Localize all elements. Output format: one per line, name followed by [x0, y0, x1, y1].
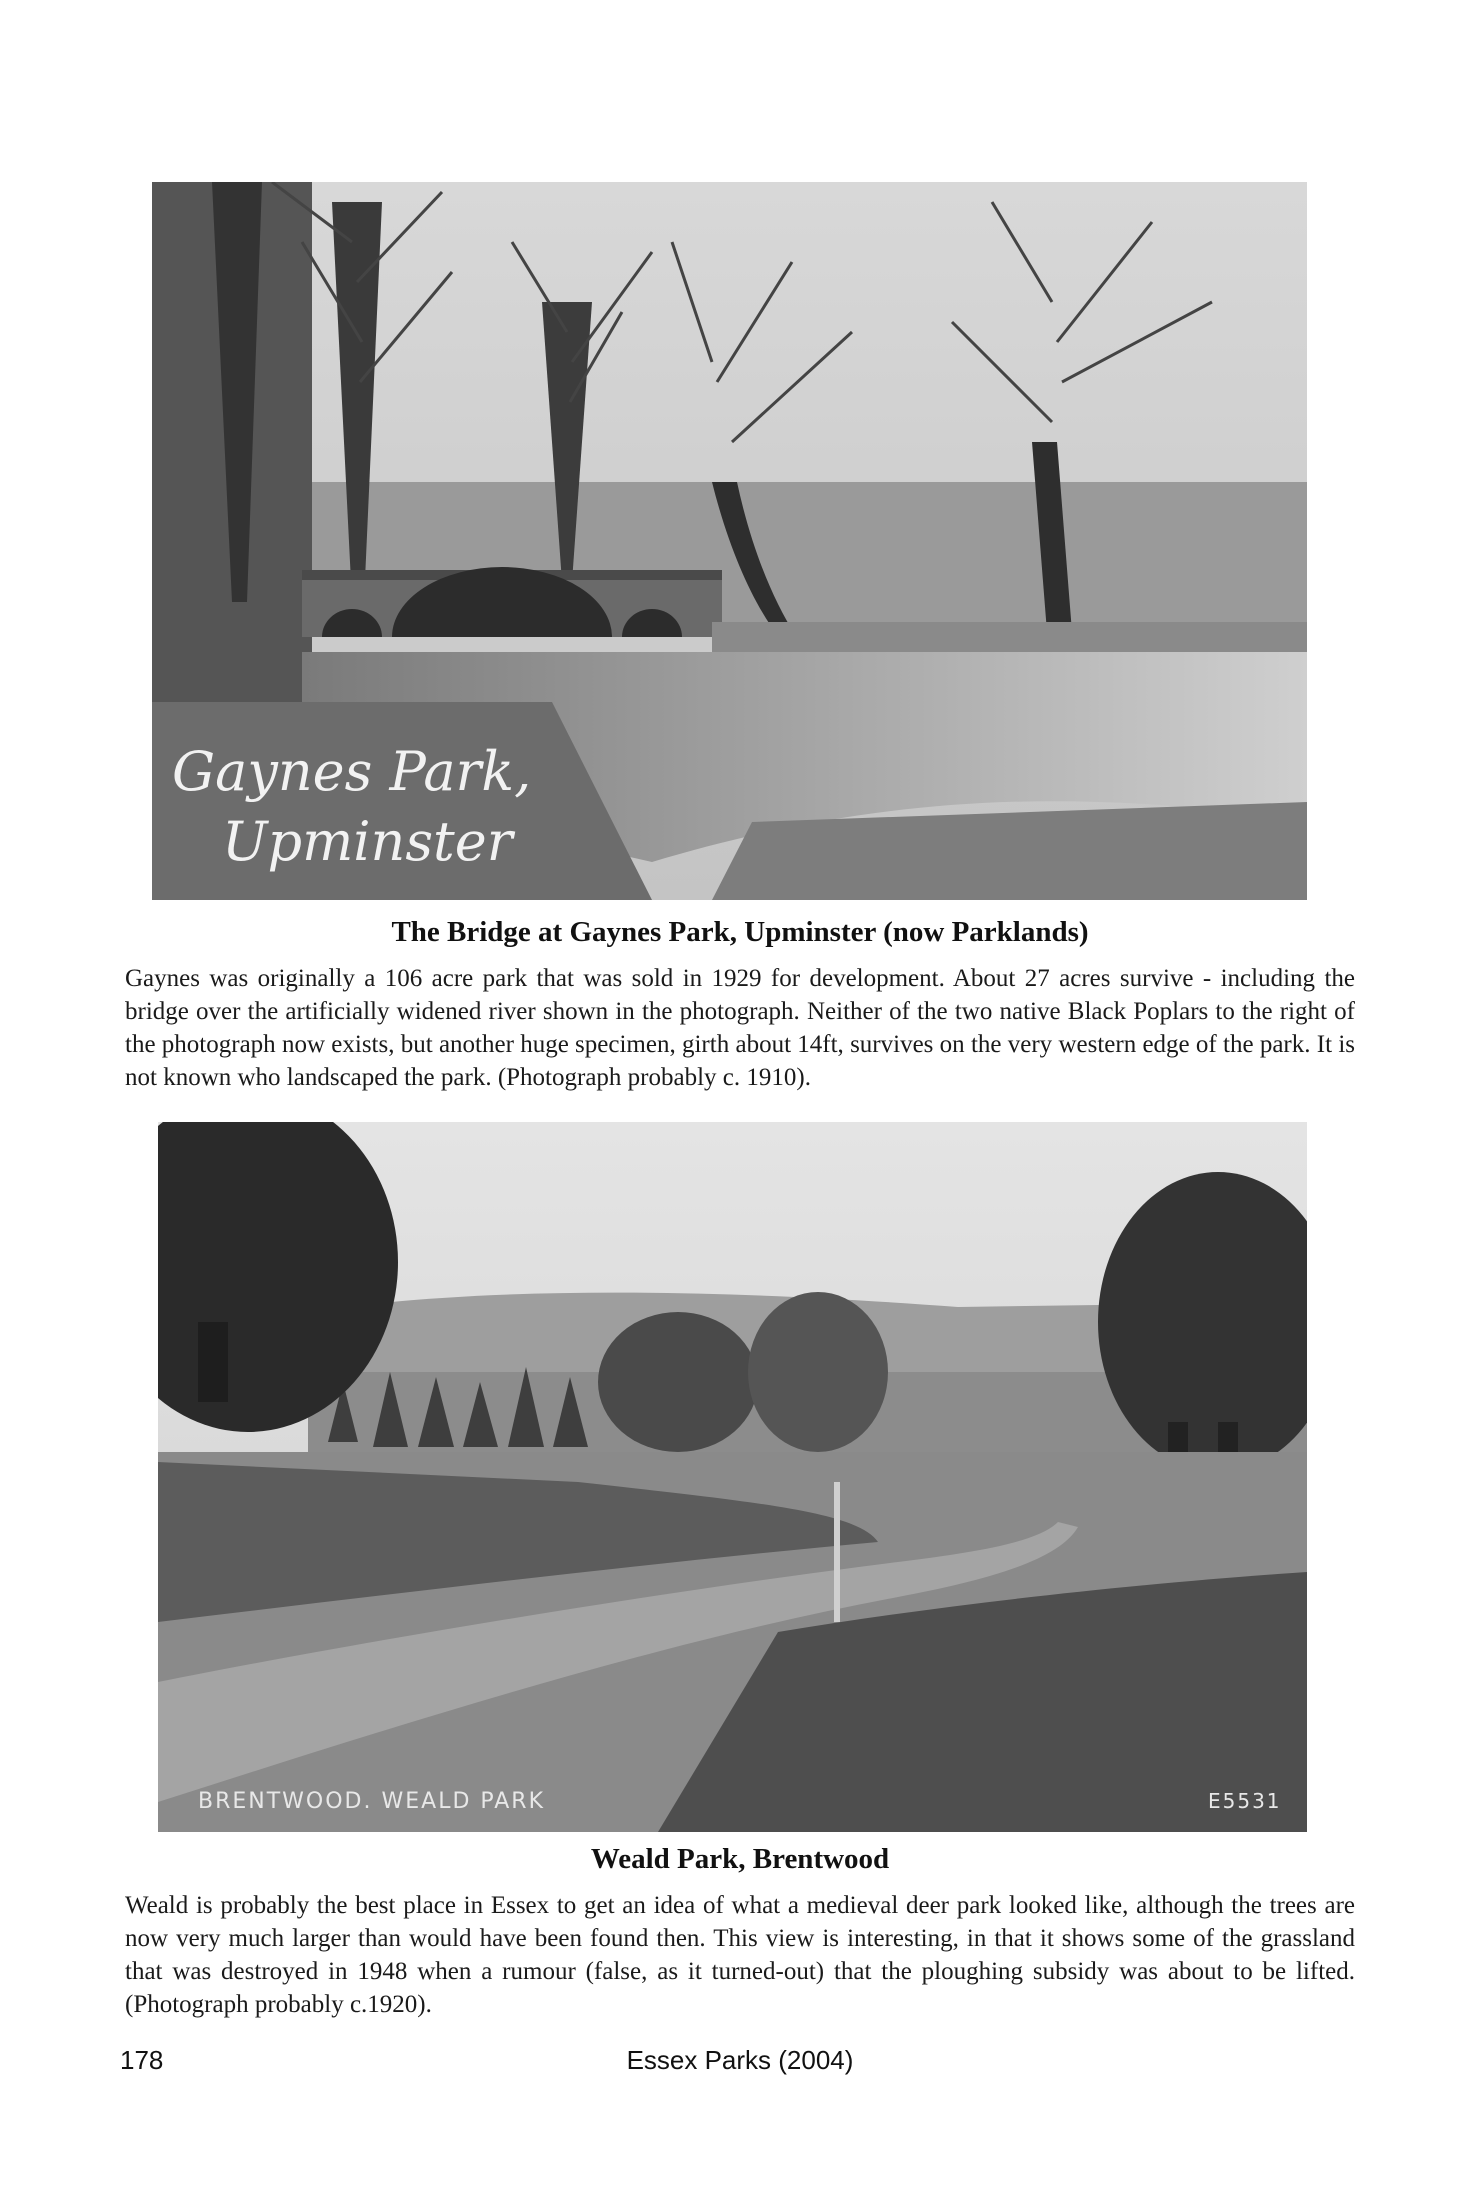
gaynes-park-paragraph: Gaynes was originally a 106 acre park that was sold in 1929 for development. About 27 acres survive - including the bridge over the artificially widened river shown in the photograph. Neither of the two native Black Poplars to the right of the photograph now exists, but another huge specimen, girth about 14ft, survives on the very western edge of the park. It is not known who landscaped the park. (Photograph probably c. 1910).: [125, 965, 1355, 1091]
gaynes-park-photo-drawing: [152, 182, 1307, 900]
gaynes-park-caption-title: The Bridge at Gaynes Park, Upminster (now Parklands): [391, 916, 1089, 948]
weald-park-caption-title: Weald Park, Brentwood: [590, 1843, 890, 1875]
weald-park-photo-drawing: [158, 1122, 1307, 1832]
weald-park-photo: [158, 1122, 1307, 1832]
weald-park-paragraph: Weald is probably the best place in Essex to get an idea of what a medieval deer park looked like, although the trees are now very much larger than would have been found then. This view is interesting, in that it shows some of the grassland that was destroyed in 1948 when a rumour (false, as it turned-out) that the ploughing subsidy was about to be lifted. (Photograph probably c.1920).: [125, 1892, 1355, 2018]
page-number: 178: [120, 2045, 164, 2075]
photo2-number: E5531: [1208, 1789, 1282, 1813]
gaynes-park-photo: [152, 182, 1307, 900]
photo2-caption: BRENTWOOD. WEALD PARK: [198, 1789, 546, 1814]
photo1-handwriting-line1: Gaynes Park,: [172, 740, 532, 803]
photo1-handwriting-line2: Upminster: [222, 810, 513, 873]
running-footer: Essex Parks (2004): [626, 2045, 854, 2075]
